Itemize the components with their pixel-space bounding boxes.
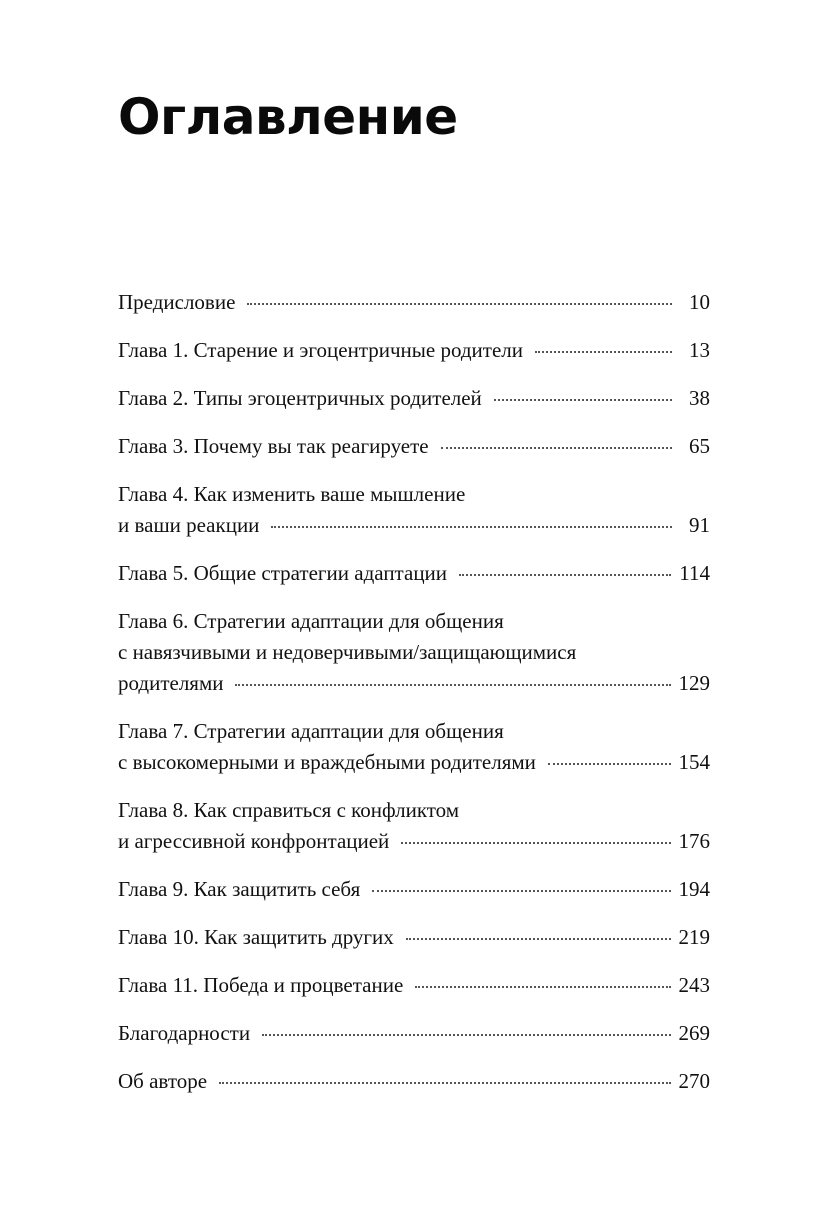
toc-entry-title: Об авторе: [118, 1069, 208, 1093]
dot-leader: [247, 303, 672, 305]
toc-entry-title: Глава 2. Типы эгоцентричных родителей: [118, 386, 482, 410]
toc-entry-title: Глава 9. Как защитить себя: [118, 877, 361, 901]
toc-page-number: 65: [689, 434, 710, 458]
toc-entry-title-line: и агрессивной конфронтацией: [118, 829, 390, 853]
toc-entry-title-line: Глава 8. Как справиться с конфликтом: [118, 798, 460, 822]
toc-entry-chapter-9[interactable]: [118, 874, 710, 905]
toc-entry-chapter-11[interactable]: [118, 970, 710, 1001]
toc-entry-preface[interactable]: [118, 287, 710, 318]
dot-leader: [271, 526, 672, 528]
toc-page-number: 219: [678, 925, 710, 949]
toc-entry-title-line: с навязчивыми и недоверчивыми/защищающимися: [118, 640, 577, 664]
toc-entry-title: Глава 5. Общие стратегии адаптации: [118, 561, 448, 585]
dot-leader: [459, 574, 671, 576]
dot-leader: [372, 890, 670, 892]
toc-page-number: 269: [678, 1021, 710, 1045]
toc-page-number: 114: [679, 561, 710, 585]
toc-page-number: 91: [689, 513, 710, 537]
toc-entry-title-line: родителями: [118, 671, 224, 695]
toc-entry-title: Глава 10. Как защитить других: [118, 925, 394, 949]
toc-entry-chapter-4[interactable]: [118, 479, 710, 541]
toc-page-number: 10: [689, 290, 710, 314]
toc-entry-chapter-5[interactable]: [118, 558, 710, 589]
toc-page-number: 154: [678, 750, 710, 774]
dot-leader: [415, 986, 670, 988]
toc-page-number: 13: [689, 338, 710, 362]
toc-entry-chapter-8[interactable]: [118, 795, 710, 857]
dot-leader: [235, 684, 670, 686]
toc-entry-title-line: Глава 6. Стратегии адаптации для общения: [118, 609, 504, 633]
toc-entry-title-line: Глава 7. Стратегии адаптации для общения: [118, 719, 504, 743]
toc-entry-chapter-3[interactable]: [118, 431, 710, 462]
toc-page-number: 270: [678, 1069, 710, 1093]
toc-entry-chapter-7[interactable]: [118, 716, 710, 778]
toc-entry-title: Глава 11. Победа и процветание: [118, 973, 404, 997]
toc-page-number: 176: [678, 829, 710, 853]
toc-entry-chapter-6[interactable]: [118, 606, 710, 699]
toc-entry-title-line: с высокомерными и враждебными родителями: [118, 750, 536, 774]
dot-leader: [441, 447, 672, 449]
toc-entry-chapter-2[interactable]: [118, 383, 710, 414]
toc-entry-title-line: и ваши реакции: [118, 513, 260, 537]
dot-leader: [406, 938, 671, 940]
toc-entry-title: Благодарности: [118, 1021, 251, 1045]
toc-entry-about-author[interactable]: [118, 1066, 710, 1097]
dot-leader: [535, 351, 672, 353]
toc-page-number: 243: [678, 973, 710, 997]
dot-leader: [219, 1082, 670, 1084]
dot-leader: [262, 1034, 670, 1036]
toc-page-number: 194: [678, 877, 710, 901]
toc-entry-title: Предисловие: [118, 290, 236, 314]
toc-entry-acknowledgements[interactable]: [118, 1018, 710, 1049]
toc-entry-chapter-10[interactable]: [118, 922, 710, 953]
toc-page-number: 129: [678, 671, 710, 695]
toc-entry-title: Глава 1. Старение и эгоцентричные родители: [118, 338, 523, 362]
dot-leader: [401, 842, 670, 844]
toc-entry-title: Глава 3. Почему вы так реагируете: [118, 434, 429, 458]
toc-page-number: 38: [689, 386, 710, 410]
table-of-contents: [118, 287, 710, 1097]
toc-entry-chapter-1[interactable]: [118, 335, 710, 366]
dot-leader: [494, 399, 672, 401]
dot-leader: [548, 763, 671, 765]
toc-entry-title-line: Глава 4. Как изменить ваше мышление: [118, 482, 466, 506]
page-title: Оглавление: [118, 88, 458, 146]
